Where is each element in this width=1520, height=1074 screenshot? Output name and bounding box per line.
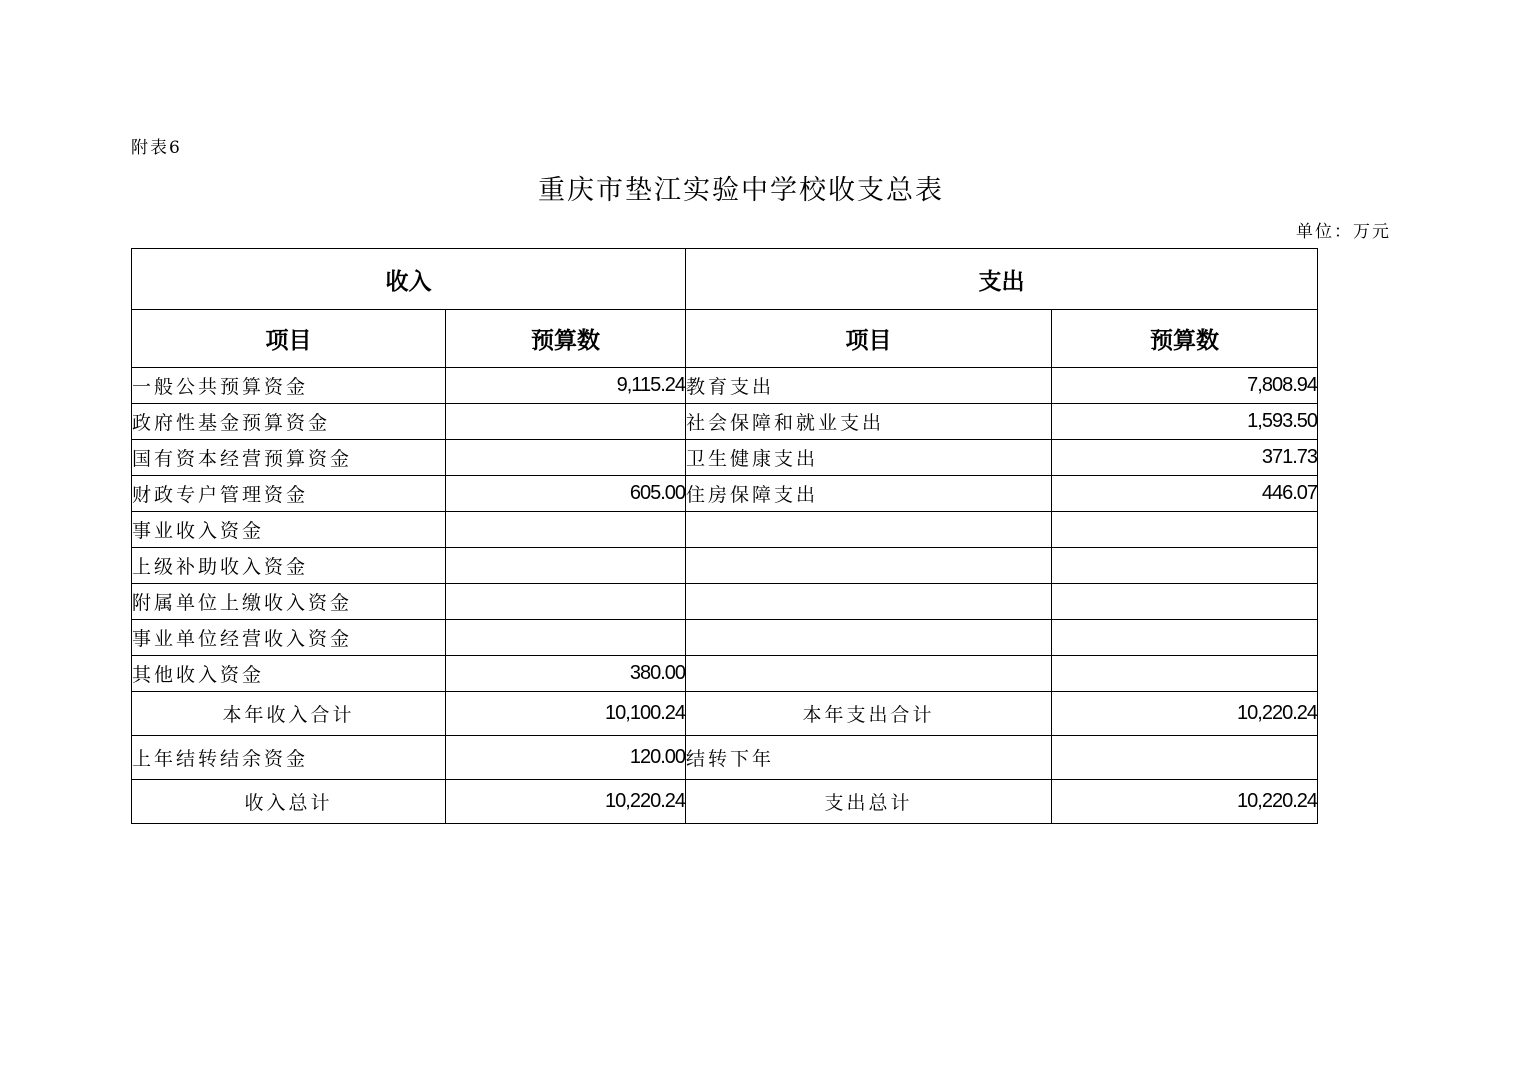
expense-value [1052,548,1318,584]
expense-item: 卫生健康支出 [686,440,1052,476]
expense-value: 7,808.94 [1052,368,1318,404]
budget-summary-table [131,248,1318,824]
expense-value [1052,656,1318,692]
income-value [446,548,686,584]
year-expense-total-label: 本年支出合计 [686,692,1052,736]
expense-item: 住房保障支出 [686,476,1052,512]
carryover-row [132,736,1318,780]
table-row [132,404,1318,440]
income-item: 政府性基金预算资金 [132,404,446,440]
income-header: 收入 [132,249,686,310]
year-total-row [132,692,1318,736]
income-item: 上级补助收入资金 [132,548,446,584]
income-item-column-header: 项目 [132,310,446,368]
page-title-text: 重庆市垫江实验中学校收支总表 [538,175,944,206]
income-item: 一般公共预算资金 [132,368,446,404]
unit-label: 单位：万元 [1296,222,1391,242]
income-value [446,440,686,476]
income-item: 事业单位经营收入资金 [132,620,446,656]
expense-value: 446.07 [1052,476,1318,512]
expense-item [686,584,1052,620]
year-expense-total-value: 10,220.24 [1052,692,1318,736]
expense-grand-total-value: 10,220.24 [1052,780,1318,824]
expense-item: 教育支出 [686,368,1052,404]
expense-header: 支出 [686,249,1318,310]
income-item: 国有资本经营预算资金 [132,440,446,476]
income-item: 附属单位上缴收入资金 [132,584,446,620]
income-grand-total-value: 10,220.24 [446,780,686,824]
grand-total-row [132,780,1318,824]
annex-label: 附表6 [131,138,182,158]
table-row [132,440,1318,476]
expense-item-column-header: 项目 [686,310,1052,368]
table-row [132,512,1318,548]
column-header-row [132,310,1318,368]
expense-value [1052,584,1318,620]
expense-item [686,512,1052,548]
carryover-expense-value [1052,736,1318,780]
income-item: 其他收入资金 [132,656,446,692]
year-income-total-label: 本年收入合计 [132,692,446,736]
expense-item [686,620,1052,656]
table-row [132,620,1318,656]
table-row [132,656,1318,692]
income-value [446,584,686,620]
table-row [132,368,1318,404]
table-row [132,476,1318,512]
table-row [132,584,1318,620]
page-title [0,168,1520,207]
carryover-income-value: 120.00 [446,736,686,780]
income-value: 605.00 [446,476,686,512]
expense-budget-column-header: 预算数 [1052,310,1318,368]
year-income-total-value: 10,100.24 [446,692,686,736]
expense-item [686,656,1052,692]
income-item: 事业收入资金 [132,512,446,548]
income-budget-column-header: 预算数 [446,310,686,368]
section-header-row [132,249,1318,310]
expense-item [686,548,1052,584]
income-value [446,404,686,440]
income-item: 财政专户管理资金 [132,476,446,512]
expense-grand-total-label: 支出总计 [686,780,1052,824]
income-value [446,620,686,656]
table-row [132,548,1318,584]
carryover-income-label: 上年结转结余资金 [132,736,446,780]
expense-value [1052,512,1318,548]
expense-value: 1,593.50 [1052,404,1318,440]
income-value: 380.00 [446,656,686,692]
carryover-expense-label: 结转下年 [686,736,1052,780]
income-grand-total-label: 收入总计 [132,780,446,824]
expense-value: 371.73 [1052,440,1318,476]
expense-item: 社会保障和就业支出 [686,404,1052,440]
expense-value [1052,620,1318,656]
income-value [446,512,686,548]
income-value: 9,115.24 [446,368,686,404]
